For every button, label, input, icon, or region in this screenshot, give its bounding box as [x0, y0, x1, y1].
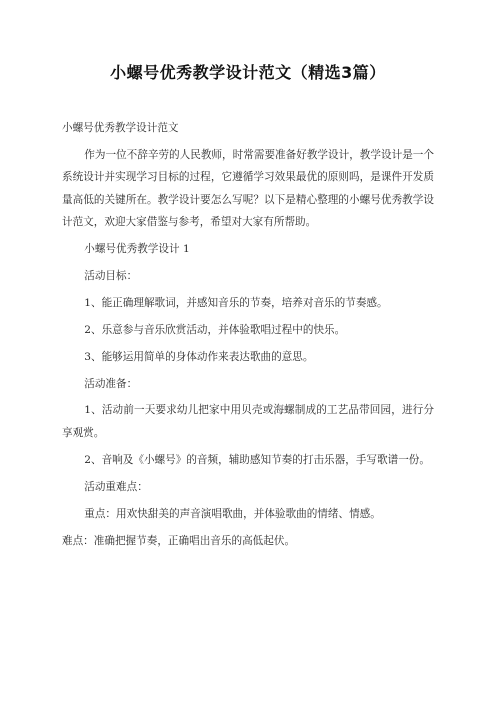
- preparation-label: 活动准备：: [84, 377, 138, 390]
- document-body: [62, 117, 434, 556]
- document-title: 小螺号优秀教学设计范文（精选3篇）: [110, 63, 386, 82]
- goal-item: 3、能够运用简单的身体动作来表达歌曲的意思。: [84, 350, 314, 363]
- design-heading: 小螺号优秀教学设计 1: [84, 243, 190, 256]
- goals-label: 活动目标：: [84, 269, 138, 282]
- intro-paragraph: 作为一位不辞辛劳的人民教师，时常需要准备好教学设计，教学设计是一个系统设计并实现学习目标的过程，它遵循学习效果最优的原则吗，是课件开发质量高低的关键所在。教学设计要怎么写呢？以下是精心整理的小螺号优秀教学设计范文，欢迎大家借鉴与参考，希望对大家有所帮助。: [62, 148, 434, 229]
- key-point-item: 重点：用欢快甜美的声音演唱歌曲，并体验歌曲的情绪、情感。: [84, 507, 381, 520]
- difficulty-item: 难点：准确把握节奏，正确唱出音乐的高低起伏。: [62, 534, 296, 547]
- goal-item: 2、乐意参与音乐欣赏活动，并体验歌唱过程中的快乐。: [84, 323, 346, 336]
- preparation-item: 2、音响及《小螺号》的音频，辅助感知节奏的打击乐器，手写歌谱一份。: [84, 453, 430, 466]
- preparation-item: 1、活动前一天要求幼儿把家中用贝壳或海螺制成的工艺品带回园，进行分享观赏。: [62, 404, 434, 439]
- key-points-label: 活动重难点：: [84, 480, 148, 493]
- section-heading: 小螺号优秀教学设计范文: [62, 122, 179, 134]
- goal-item: 1、能正确理解歌词，并感知音乐的节奏，培养对音乐的节奏感。: [84, 296, 388, 309]
